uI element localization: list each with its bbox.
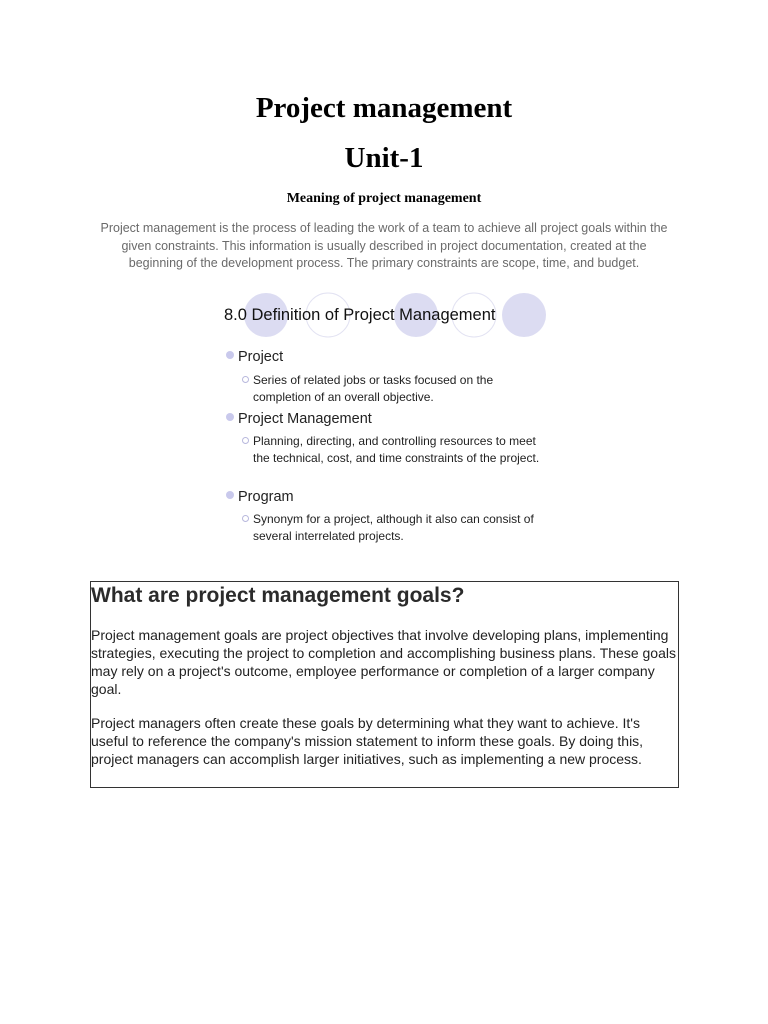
slide-title: 8.0 Definition of Project Management: [224, 306, 496, 324]
goals-paragraph-1: Project management goals are project objectives that involve developing plans, implementing strategies, executing the project to completion and accomplishing business plans. These goals may rely on a project's outcome, employee performance or completion of a larger company goal.: [91, 627, 676, 697]
section-heading: Meaning of project management: [286, 191, 482, 206]
goals-section-box: [90, 581, 679, 788]
intro-paragraph: Project management is the process of leading the work of a team to achieve all project goals within the given constraints. This information is usually described in project documentation, created at the beginning of the development process. The primary constraints are scope, time, and budget.: [100, 221, 668, 270]
decor-circle: [502, 293, 546, 337]
slide-term-label: Project: [238, 349, 284, 365]
slide-desc-project-management: [242, 433, 542, 467]
unit-title: Unit-1: [344, 142, 424, 174]
sub-bullet-icon: [242, 437, 249, 444]
slide-desc-program: [242, 511, 542, 545]
slide-term-label: Program: [238, 489, 294, 505]
bullet-icon: [226, 491, 234, 499]
slide-desc-text: Series of related jobs or tasks focused on the completion of an overall objective.: [253, 373, 494, 404]
sub-bullet-icon: [242, 515, 249, 522]
slide-term-label: Project Management: [238, 411, 372, 427]
sub-bullet-icon: [242, 376, 249, 383]
slide-term-project: [226, 349, 283, 365]
goals-paragraph-2: Project managers often create these goals by determining what they want to achieve. It's useful to reference the company's mission statement to inform these goals. By doing this, project managers can accomplish larger initiatives, such as implementing a new process.: [91, 715, 644, 767]
bullet-icon: [226, 413, 234, 421]
slide-term-program: [226, 489, 294, 505]
slide-desc-text: Synonym for a project, although it also can consist of several interrelated projects.: [253, 512, 534, 543]
definition-slide-image: [218, 290, 550, 546]
bullet-icon: [226, 351, 234, 359]
document-title: Project management: [255, 92, 513, 124]
goals-heading: What are project management goals?: [91, 584, 465, 607]
slide-desc-text: Planning, directing, and controlling resources to meet the technical, cost, and time constraints of the project.: [253, 434, 540, 465]
slide-desc-project: [242, 372, 542, 406]
slide-term-project-management: [226, 411, 372, 427]
